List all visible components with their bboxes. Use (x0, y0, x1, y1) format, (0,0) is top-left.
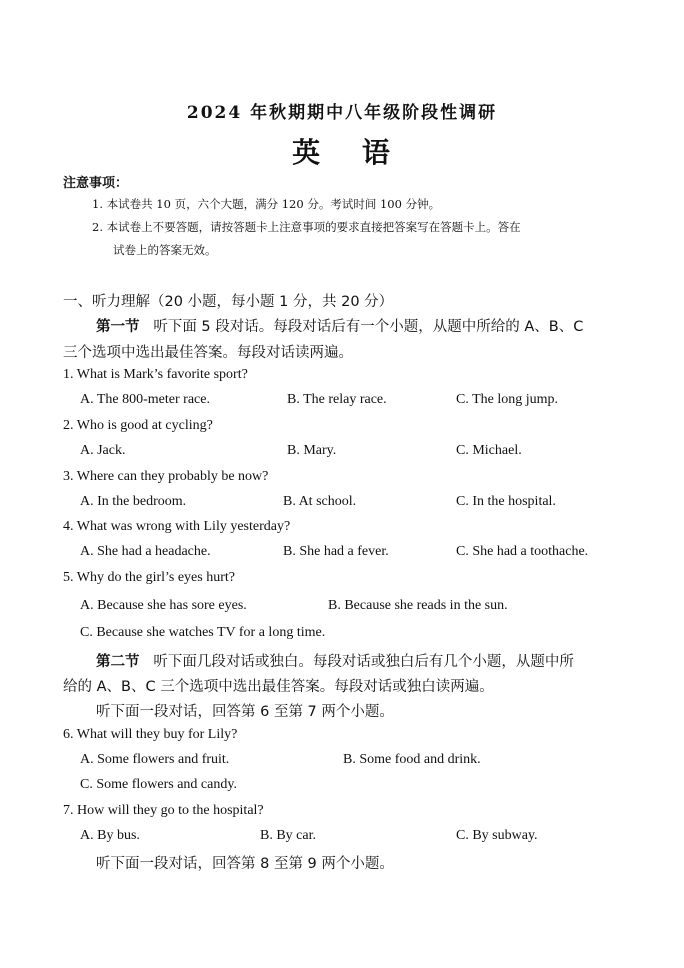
question-4: 4. What was wrong with Lily yesterday? (63, 519, 291, 534)
instruction-q6-7: 听下面一段对话，回答第 6 至第 7 两个小题。 (96, 704, 394, 720)
q7-option-c: C. By subway. (456, 828, 538, 843)
q5-option-c: C. Because she watches TV for a long time. (80, 625, 326, 640)
notice-item-2: 2. 本试卷上不要答题，请按答题卡上注意事项的要求直接把答案写在答题卡上。答在 (92, 220, 521, 234)
q2-option-a: A. Jack. (80, 443, 126, 458)
q5-option-b: B. Because she reads in the sun. (328, 598, 508, 613)
question-5: 5. Why do the girl’s eyes hurt? (63, 570, 235, 585)
q1-option-a: A. The 800-meter race. (80, 392, 210, 407)
part2-label: 第二节 (96, 654, 140, 670)
part2-text-line1: 听下面几段对话或独白。每段对话或独白后有几个小题，从题中所 (153, 654, 574, 670)
part1-instruction (96, 315, 583, 336)
question-1: 1. What is Mark’s favorite sport? (63, 367, 248, 382)
part1-label: 第一节 (96, 319, 140, 335)
q5-option-a: A. Because she has sore eyes. (80, 598, 247, 613)
q2-option-b: B. Mary. (287, 443, 337, 458)
q3-option-b: B. At school. (283, 494, 357, 509)
q6-option-b: B. Some food and drink. (343, 752, 481, 767)
q7-option-a: A. By bus. (80, 828, 140, 843)
question-3: 3. Where can they probably be now? (63, 469, 269, 484)
instruction-q8-9: 听下面一段对话，回答第 8 至第 9 两个小题。 (96, 856, 394, 872)
q4-option-c: C. She had a toothache. (456, 544, 589, 559)
part1-text-line2: 三个选项中选出最佳答案。每段对话读两遍。 (63, 345, 353, 361)
notice-heading: 注意事项： (63, 176, 129, 191)
section-heading: 一、听力理解（20 小题，每小题 1 分，共 20 分） (63, 294, 394, 310)
q6-option-c: C. Some flowers and candy. (80, 777, 237, 792)
part2-instruction (96, 650, 574, 671)
exam-title: 2024 年秋期期中八年级阶段性调研 (186, 103, 498, 123)
q1-option-b: B. The relay race. (287, 392, 387, 407)
q1-option-c: C. The long jump. (456, 392, 559, 407)
part2-text-line2: 给的 A、B、C 三个选项中选出最佳答案。每段对话或独白读两遍。 (63, 679, 494, 695)
q4-option-a: A. She had a headache. (80, 544, 211, 559)
q2-option-c: C. Michael. (456, 443, 522, 458)
q7-option-b: B. By car. (260, 828, 316, 843)
q6-option-a: A. Some flowers and fruit. (80, 752, 230, 767)
question-6: 6. What will they buy for Lily? (63, 727, 238, 742)
q3-option-c: C. In the hospital. (456, 494, 556, 509)
subject-title: 英 语 (292, 136, 392, 169)
notice-item-2-cont: 试卷上的答案无效。 (113, 243, 217, 257)
q3-option-a: A. In the bedroom. (80, 494, 187, 509)
question-7: 7. How will they go to the hospital? (63, 803, 264, 818)
question-2: 2. Who is good at cycling? (63, 418, 213, 433)
q4-option-b: B. She had a fever. (283, 544, 389, 559)
notice-item-1: 1. 本试卷共 10 页，六个大题，满分 120 分。考试时间 100 分钟。 (92, 197, 441, 211)
part1-text-line1: 听下面 5 段对话。每段对话后有一个小题，从题中所给的 A、B、C (153, 319, 584, 335)
